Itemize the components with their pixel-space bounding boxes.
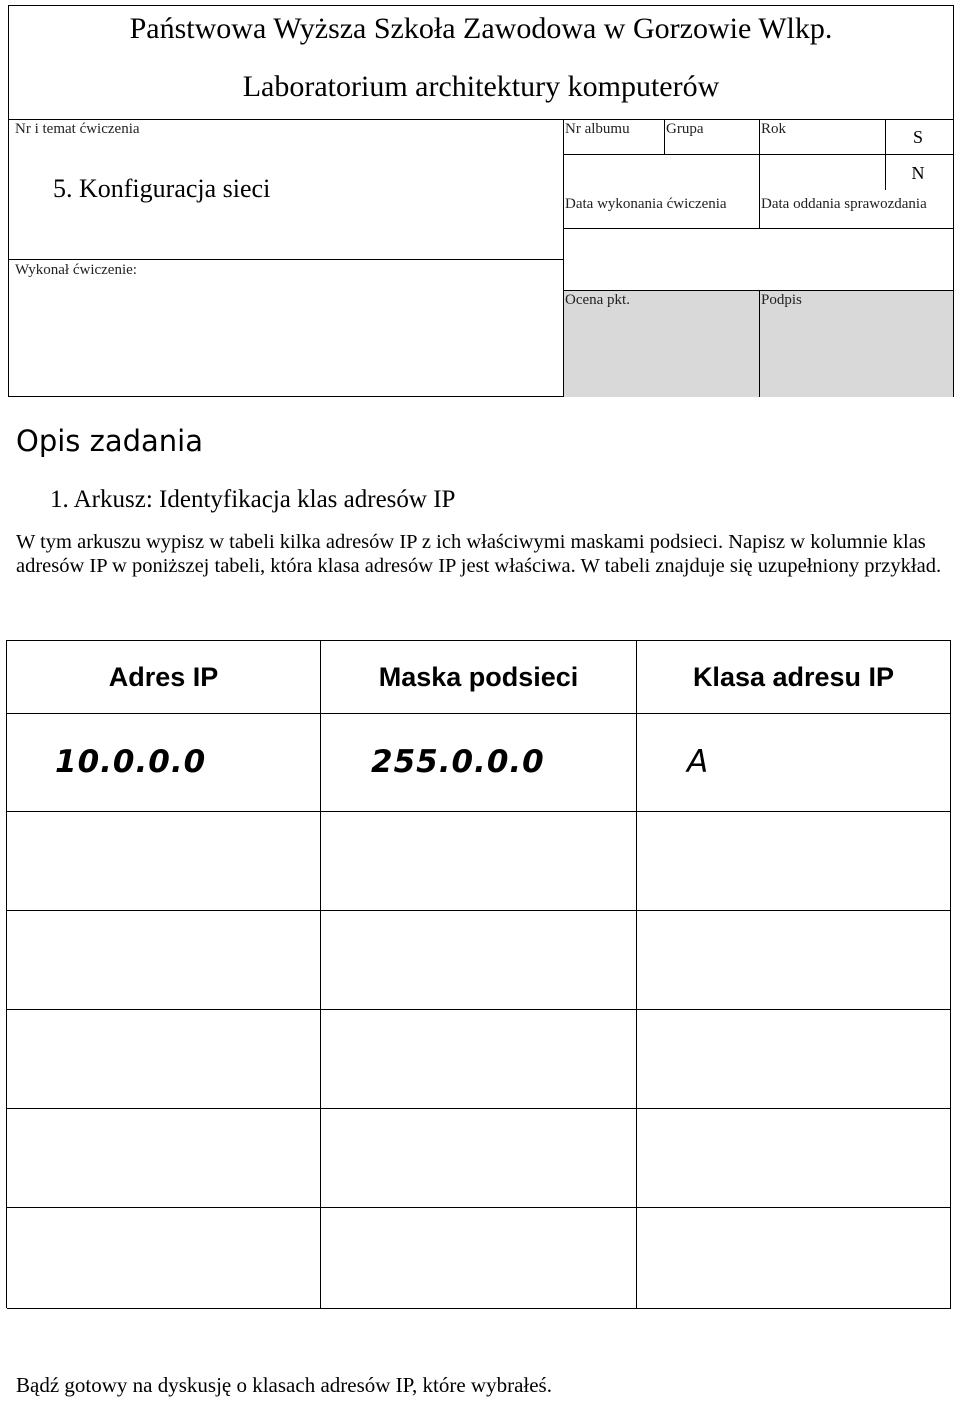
lab-name: Laboratorium architektury komputerów xyxy=(242,70,720,103)
year-label: Rok xyxy=(761,121,787,137)
subnet-mask-input-cell[interactable] xyxy=(321,911,637,1010)
grade-label: Ocena pkt. xyxy=(565,292,630,308)
ip-class-table xyxy=(6,640,951,1308)
ip-class-input-cell[interactable] xyxy=(637,812,951,911)
divider xyxy=(885,154,953,155)
semester-n-label: N xyxy=(911,163,925,183)
ip-address-input-cell[interactable] xyxy=(7,1109,321,1208)
album-number-label: Nr albumu xyxy=(565,121,630,137)
exercise-number-label: Nr i temat ćwiczenia xyxy=(15,121,140,137)
divider xyxy=(759,119,760,228)
ip-class-input-cell[interactable] xyxy=(637,1208,951,1309)
task-title: 1. Arkusz: Identyfikacja klas adresów IP xyxy=(50,486,456,513)
header-form xyxy=(8,5,954,397)
task-description: W tym arkuszu wypisz w tabeli kilka adresów IP z ich właściwymi maskami podsieci. Napisz w kolumnie klas adresów IP w poniższej tabeli, która klasa adresów IP jest właściwa. W tabeli znajduje się uzupełniony przykład. xyxy=(16,531,942,577)
ip-class-input-cell[interactable] xyxy=(637,1010,951,1109)
column-header-ip-class: Klasa adresu IP xyxy=(637,641,951,714)
example-subnet-mask: 255.0.0.0 xyxy=(321,714,637,812)
group-label: Grupa xyxy=(666,121,704,137)
column-header-subnet-mask: Maska podsieci xyxy=(321,641,637,714)
ip-class-input-cell[interactable] xyxy=(637,1109,951,1208)
divider xyxy=(664,119,665,154)
semester-s-label: S xyxy=(912,127,923,147)
ip-address-input-cell[interactable] xyxy=(7,1010,321,1109)
submission-date-label: Data oddania sprawozdania xyxy=(761,196,927,212)
divider xyxy=(9,259,563,260)
subnet-mask-input-cell[interactable] xyxy=(321,812,637,911)
footer-note: Bądź gotowy na dyskusję o klasach adresów IP, które wybrałeś. xyxy=(16,1373,552,1397)
section-title: Opis zadania xyxy=(16,424,203,458)
divider xyxy=(759,290,760,397)
ip-address-input-cell[interactable] xyxy=(7,1208,321,1309)
ip-class-input-cell[interactable] xyxy=(637,911,951,1010)
exercise-topic: 5. Konfiguracja sieci xyxy=(53,174,271,203)
school-name: Państwowa Wyższa Szkoła Zawodowa w Gorzowie Wlkp. xyxy=(129,12,833,45)
signature-label: Podpis xyxy=(761,292,802,308)
ip-address-input-cell[interactable] xyxy=(7,911,321,1010)
performed-by-label: Wykonał ćwiczenie: xyxy=(15,262,137,278)
execution-date-label: Data wykonania ćwiczenia xyxy=(565,196,727,212)
ip-address-input-cell[interactable] xyxy=(7,812,321,911)
divider xyxy=(563,228,953,229)
example-ip-address: 10.0.0.0 xyxy=(7,714,321,812)
divider xyxy=(9,119,953,120)
example-ip-class: A xyxy=(637,714,951,812)
column-header-ip-address: Adres IP xyxy=(7,641,321,714)
subnet-mask-input-cell[interactable] xyxy=(321,1109,637,1208)
subnet-mask-input-cell[interactable] xyxy=(321,1208,637,1309)
subnet-mask-input-cell[interactable] xyxy=(321,1010,637,1109)
divider xyxy=(563,154,885,155)
